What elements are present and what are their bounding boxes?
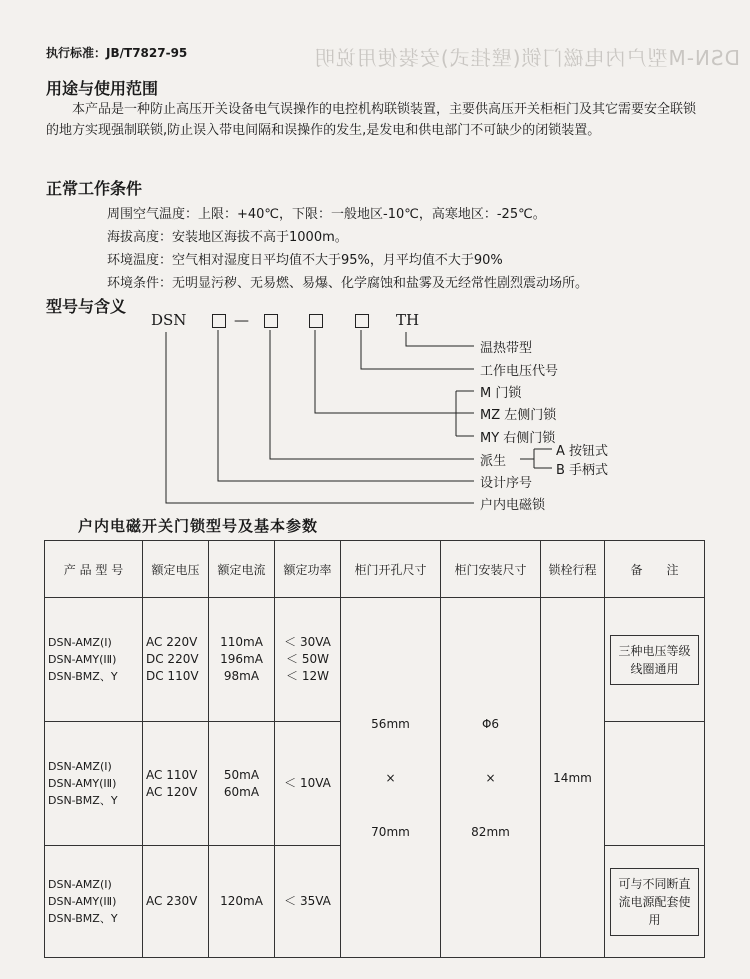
- model-dash: —: [234, 311, 249, 329]
- current-value: 120mA: [220, 894, 263, 908]
- row3-models: [45, 846, 143, 958]
- condition-humidity: 环境温度：空气相对湿度日平均值不大于95%，月平均值不大于90%: [107, 253, 503, 268]
- current-value: 110mA: [220, 635, 263, 649]
- condition-altitude: 海拔高度：安装地区海拔不高于1000m。: [107, 230, 348, 245]
- row2-voltage: [143, 722, 209, 846]
- table-header-row: [45, 541, 705, 598]
- row1-power: [275, 598, 341, 722]
- model-name: DSN-BMZ、Y: [48, 794, 118, 807]
- standard-label: 执行标准：: [46, 46, 107, 60]
- model-name: DSN-AMZ(Ⅰ): [48, 760, 112, 773]
- model-name: DSN-AMY(ⅠⅡ): [48, 895, 117, 908]
- model-name: DSN-AMY(ⅠⅡ): [48, 777, 117, 790]
- power-value: ＜ 35VA: [284, 894, 331, 908]
- row1-note: [605, 598, 705, 722]
- power-value: ＜ 30VA: [284, 635, 331, 649]
- model-name: DSN-AMZ(Ⅰ): [48, 878, 112, 891]
- power-value: ＜ 50W: [286, 652, 329, 666]
- header-model: 产 品 型 号: [45, 541, 143, 598]
- voltage-value: AC 120V: [146, 784, 198, 799]
- current-value: 98mA: [223, 669, 260, 683]
- opening-width: 56mm: [371, 716, 410, 731]
- voltage-value: DC 110V: [146, 669, 199, 683]
- row3-voltage: [143, 846, 209, 958]
- row2-current: [209, 722, 275, 846]
- row1-voltage: [143, 598, 209, 722]
- row3-current: [209, 846, 275, 958]
- table-title: 户内电磁开关门锁型号及基本参数: [78, 517, 319, 535]
- conditions-heading: 正常工作条件: [46, 179, 143, 198]
- mounting-size: [441, 598, 541, 958]
- row2-models: [45, 722, 143, 846]
- row3-note: [605, 846, 705, 958]
- mounting-spacing: 82mm: [471, 824, 510, 839]
- power-value: ＜ 10VA: [284, 776, 331, 790]
- model-heading: 型号与含义: [46, 297, 127, 316]
- model-name: DSN-AMZ(Ⅰ): [48, 636, 112, 649]
- label-handle-type: B 手柄式: [556, 463, 609, 478]
- condition-temperature: 周围空气温度：上限：+40℃，下限：一般地区-10℃，高寒地区：-25℃。: [107, 207, 546, 222]
- header-mounting: 柜门安装尺寸: [441, 541, 541, 598]
- voltage-value: DC 220V: [146, 652, 199, 666]
- model-prefix: DSN: [151, 311, 187, 329]
- parameter-table: [44, 540, 705, 958]
- row2-power: [275, 722, 341, 846]
- header-opening: 柜门开孔尺寸: [341, 541, 441, 598]
- row1-current: [209, 598, 275, 722]
- label-design-number: 设计序号: [480, 476, 533, 491]
- table-row: [45, 598, 705, 722]
- header-note: 备 注: [605, 541, 705, 598]
- current-value: 60mA: [223, 784, 260, 799]
- label-indoor-lock: 户内电磁锁: [480, 498, 546, 513]
- opening-times: ×: [385, 770, 396, 785]
- condition-environment: 环境条件：无明显污秽、无易燃、易爆、化学腐蚀和盐雾及无经常性剧烈震动场所。: [107, 276, 589, 291]
- label-left-lock: MZ 左侧门锁: [480, 408, 557, 423]
- header-stroke: 锁栓行程: [541, 541, 605, 598]
- mounting-diameter: Φ6: [481, 716, 500, 731]
- opening-size: [341, 598, 441, 958]
- label-button-type: A 按钮式: [556, 444, 609, 459]
- label-voltage-code: 工作电压代号: [480, 364, 559, 379]
- note-box: 三种电压等级线圈通用: [610, 635, 699, 685]
- voltage-value: AC 230V: [146, 894, 198, 908]
- label-derived: 派生: [480, 454, 507, 469]
- model-name: DSN-BMZ、Y: [48, 912, 118, 925]
- opening-height: 70mm: [371, 824, 410, 839]
- row2-note: [605, 722, 705, 846]
- voltage-value: AC 220V: [146, 635, 198, 649]
- power-value: ＜ 12W: [286, 669, 329, 683]
- model-name: DSN-BMZ、Y: [48, 670, 118, 683]
- current-value: 50mA: [223, 767, 260, 782]
- usage-paragraph: 本产品是一种防止高压开关设备电气误操作的电控机构联锁装置，主要供高压开关柜柜门及其它需要安全联锁的地方实现强制联锁,防止误入带电间隔和误操作的发生,是发电和供电部门不可缺少的闭锁装置。: [46, 102, 697, 138]
- label-tropical: 温热带型: [480, 341, 533, 356]
- note-box: 可与不同断直流电源配套使用: [610, 868, 699, 936]
- row1-models: [45, 598, 143, 722]
- usage-heading: 用途与使用范围: [46, 79, 159, 98]
- current-value: 196mA: [220, 652, 263, 666]
- standard-value: JB/T7827-95: [106, 46, 188, 60]
- header-current: 额定电流: [209, 541, 275, 598]
- voltage-value: AC 110V: [146, 767, 198, 782]
- label-door-lock: M 门锁: [480, 386, 522, 401]
- bleed-through-text: DSN-M型户内电磁门锁(壁挂式)安装使用说明: [313, 46, 740, 70]
- header-power: 额定功率: [275, 541, 341, 598]
- header-voltage: 额定电压: [143, 541, 209, 598]
- model-name: DSN-AMY(ⅠⅡ): [48, 653, 117, 666]
- row3-power: [275, 846, 341, 958]
- lock-stroke: 14mm: [541, 598, 605, 958]
- mounting-times: ×: [485, 770, 496, 785]
- label-right-lock: MY 右侧门锁: [480, 431, 556, 446]
- model-suffix: TH: [396, 311, 420, 329]
